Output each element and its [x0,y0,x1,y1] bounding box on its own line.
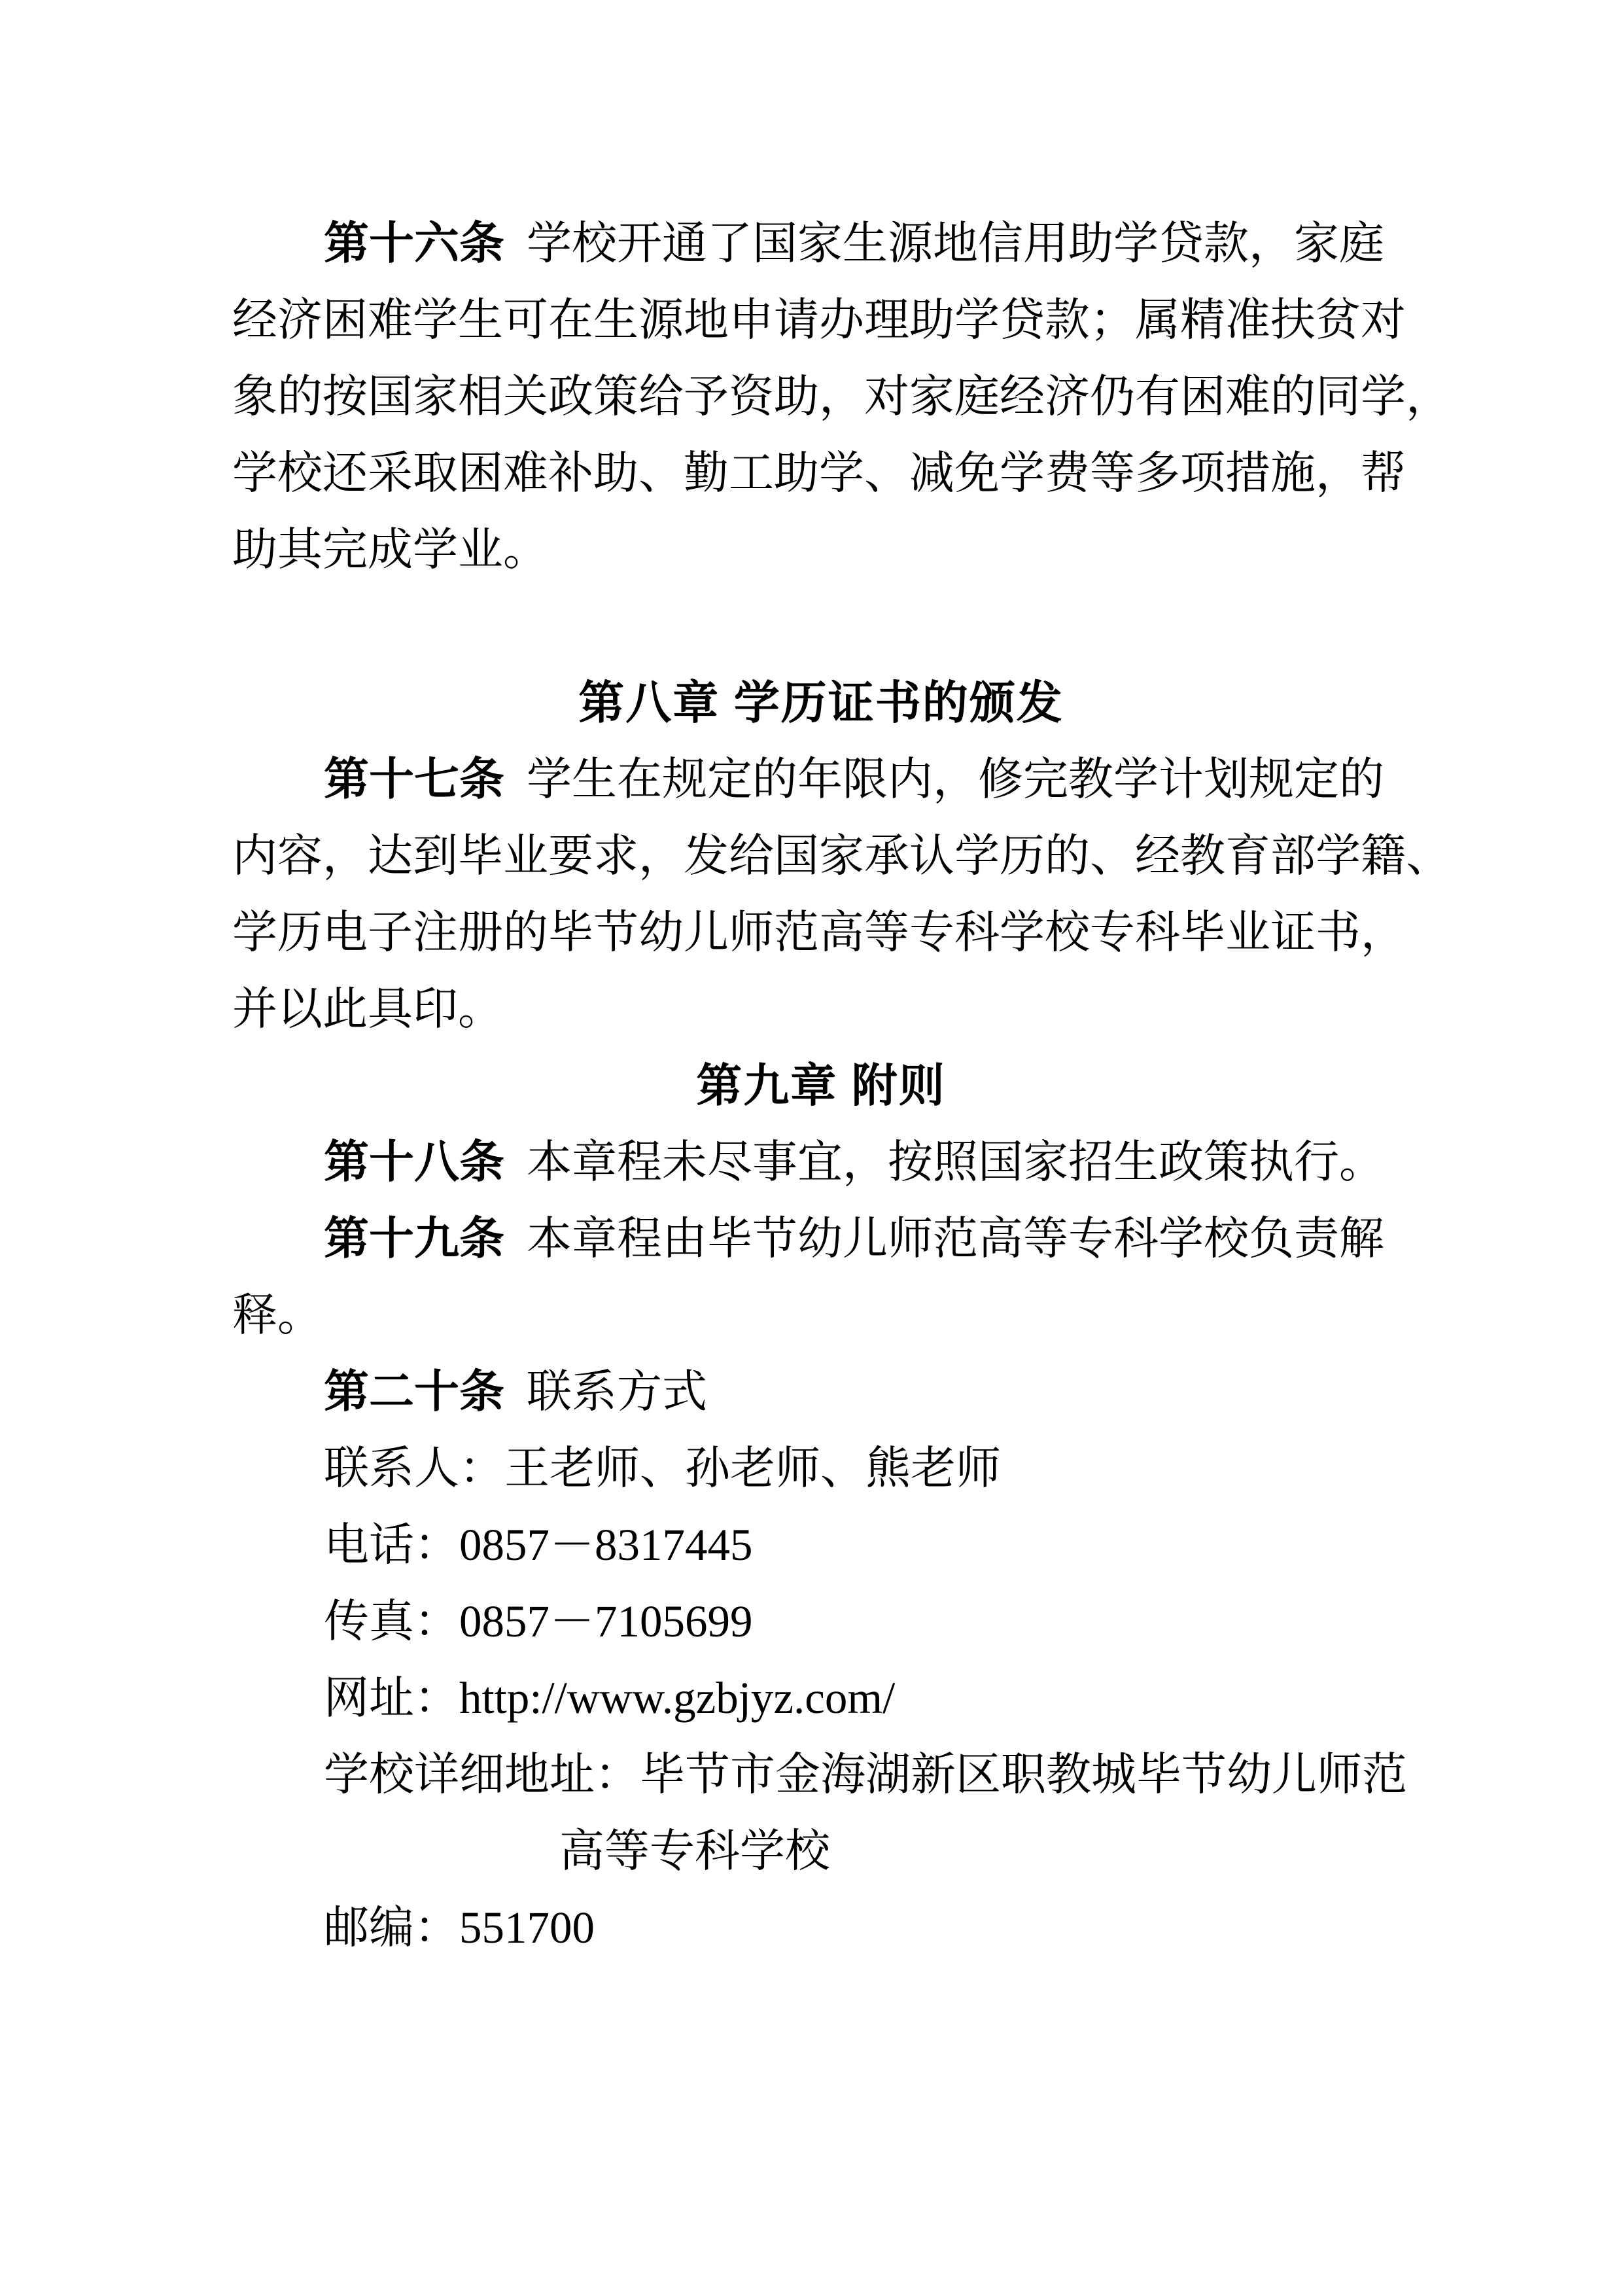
article-17-line-3: 学历电子注册的毕节幼儿师范高等专科学校专科毕业证书， [232,908,1406,957]
article-17-line-2: 内容，达到毕业要求，发给国家承认学历的、经教育部学籍、 [232,831,1451,881]
article-16-line-3: 象的按国家相关政策给予资助，对家庭经济仍有困难的同学， [232,372,1451,421]
article-16-line-5: 助其完成学业。 [232,525,548,574]
contact-website-line [232,1660,1410,1737]
article-16-text-1: 学校开通了国家生源地信用助学贷款，家庭 [527,219,1384,268]
contact-phone-value: 0857－8317445 [459,1520,753,1570]
article-17-line-1 [232,741,1410,818]
article-19-number: 第十九条 [324,1214,504,1263]
article-16-number: 第十六条 [324,219,504,268]
contact-website-label: 网址： [324,1673,459,1723]
article-19-line-1 [232,1201,1410,1277]
contact-fax-label: 传真： [324,1597,459,1646]
contact-address-line-1 [232,1737,1410,1813]
contact-address-value-1: 毕节市金海湖新区职教城毕节幼儿师范 [640,1750,1407,1799]
article-18-text-1: 本章程未尽事宜，按照国家招生政策执行。 [527,1137,1384,1187]
article-17-number: 第十七条 [324,754,504,804]
article-19-text-1: 本章程由毕节幼儿师范高等专科学校负责解 [527,1214,1384,1263]
article-18-line-1 [232,1124,1410,1201]
article-20-number: 第二十条 [324,1367,504,1417]
article-16-line-4: 学校还采取困难补助、勤工助学、减免学费等多项措施，帮 [232,448,1406,498]
article-19-paragraph [232,1201,1410,1354]
document-content [232,205,1451,1966]
chapter-8-heading: 第八章 学历证书的颁发 [578,677,1064,728]
article-20-line-1 [232,1354,1410,1430]
contact-block [232,1430,1410,1966]
contact-postcode-line [232,1890,1410,1966]
article-20-text-1: 联系方式 [527,1367,707,1417]
article-18-paragraph [232,1124,1410,1201]
contact-person-line [232,1430,1410,1507]
contact-person-value: 王老师、孙老师、熊老师 [504,1443,1001,1493]
contact-phone-label: 电话： [324,1520,459,1570]
article-17-paragraph [232,741,1451,1048]
contact-website-value: http://www.gzbjyz.com/ [459,1673,896,1723]
contact-postcode-value: 551700 [459,1903,595,1952]
contact-fax-line [232,1583,1410,1660]
article-20-paragraph [232,1354,1410,1430]
article-16-line-1 [232,205,1410,282]
contact-fax-value: 0857－7105699 [459,1597,753,1646]
contact-address-label: 学校详细地址： [324,1750,640,1799]
article-16-line-2: 经济困难学生可在生源地申请办理助学贷款；属精准扶贫对 [232,295,1406,345]
article-19-line-2: 释。 [232,1290,323,1340]
article-17-text-1: 学生在规定的年限内，修完教学计划规定的 [527,754,1384,804]
contact-phone-line [232,1507,1410,1583]
contact-person-label: 联系人： [324,1443,504,1493]
contact-address-line-2: 高等专科学校 [559,1826,830,1876]
article-17-line-4: 并以此具印。 [232,984,503,1034]
chapter-9-heading: 第九章 附则 [696,1060,946,1111]
article-16-paragraph [232,205,1451,588]
article-18-number: 第十八条 [324,1137,504,1187]
contact-postcode-label: 邮编： [324,1903,459,1952]
